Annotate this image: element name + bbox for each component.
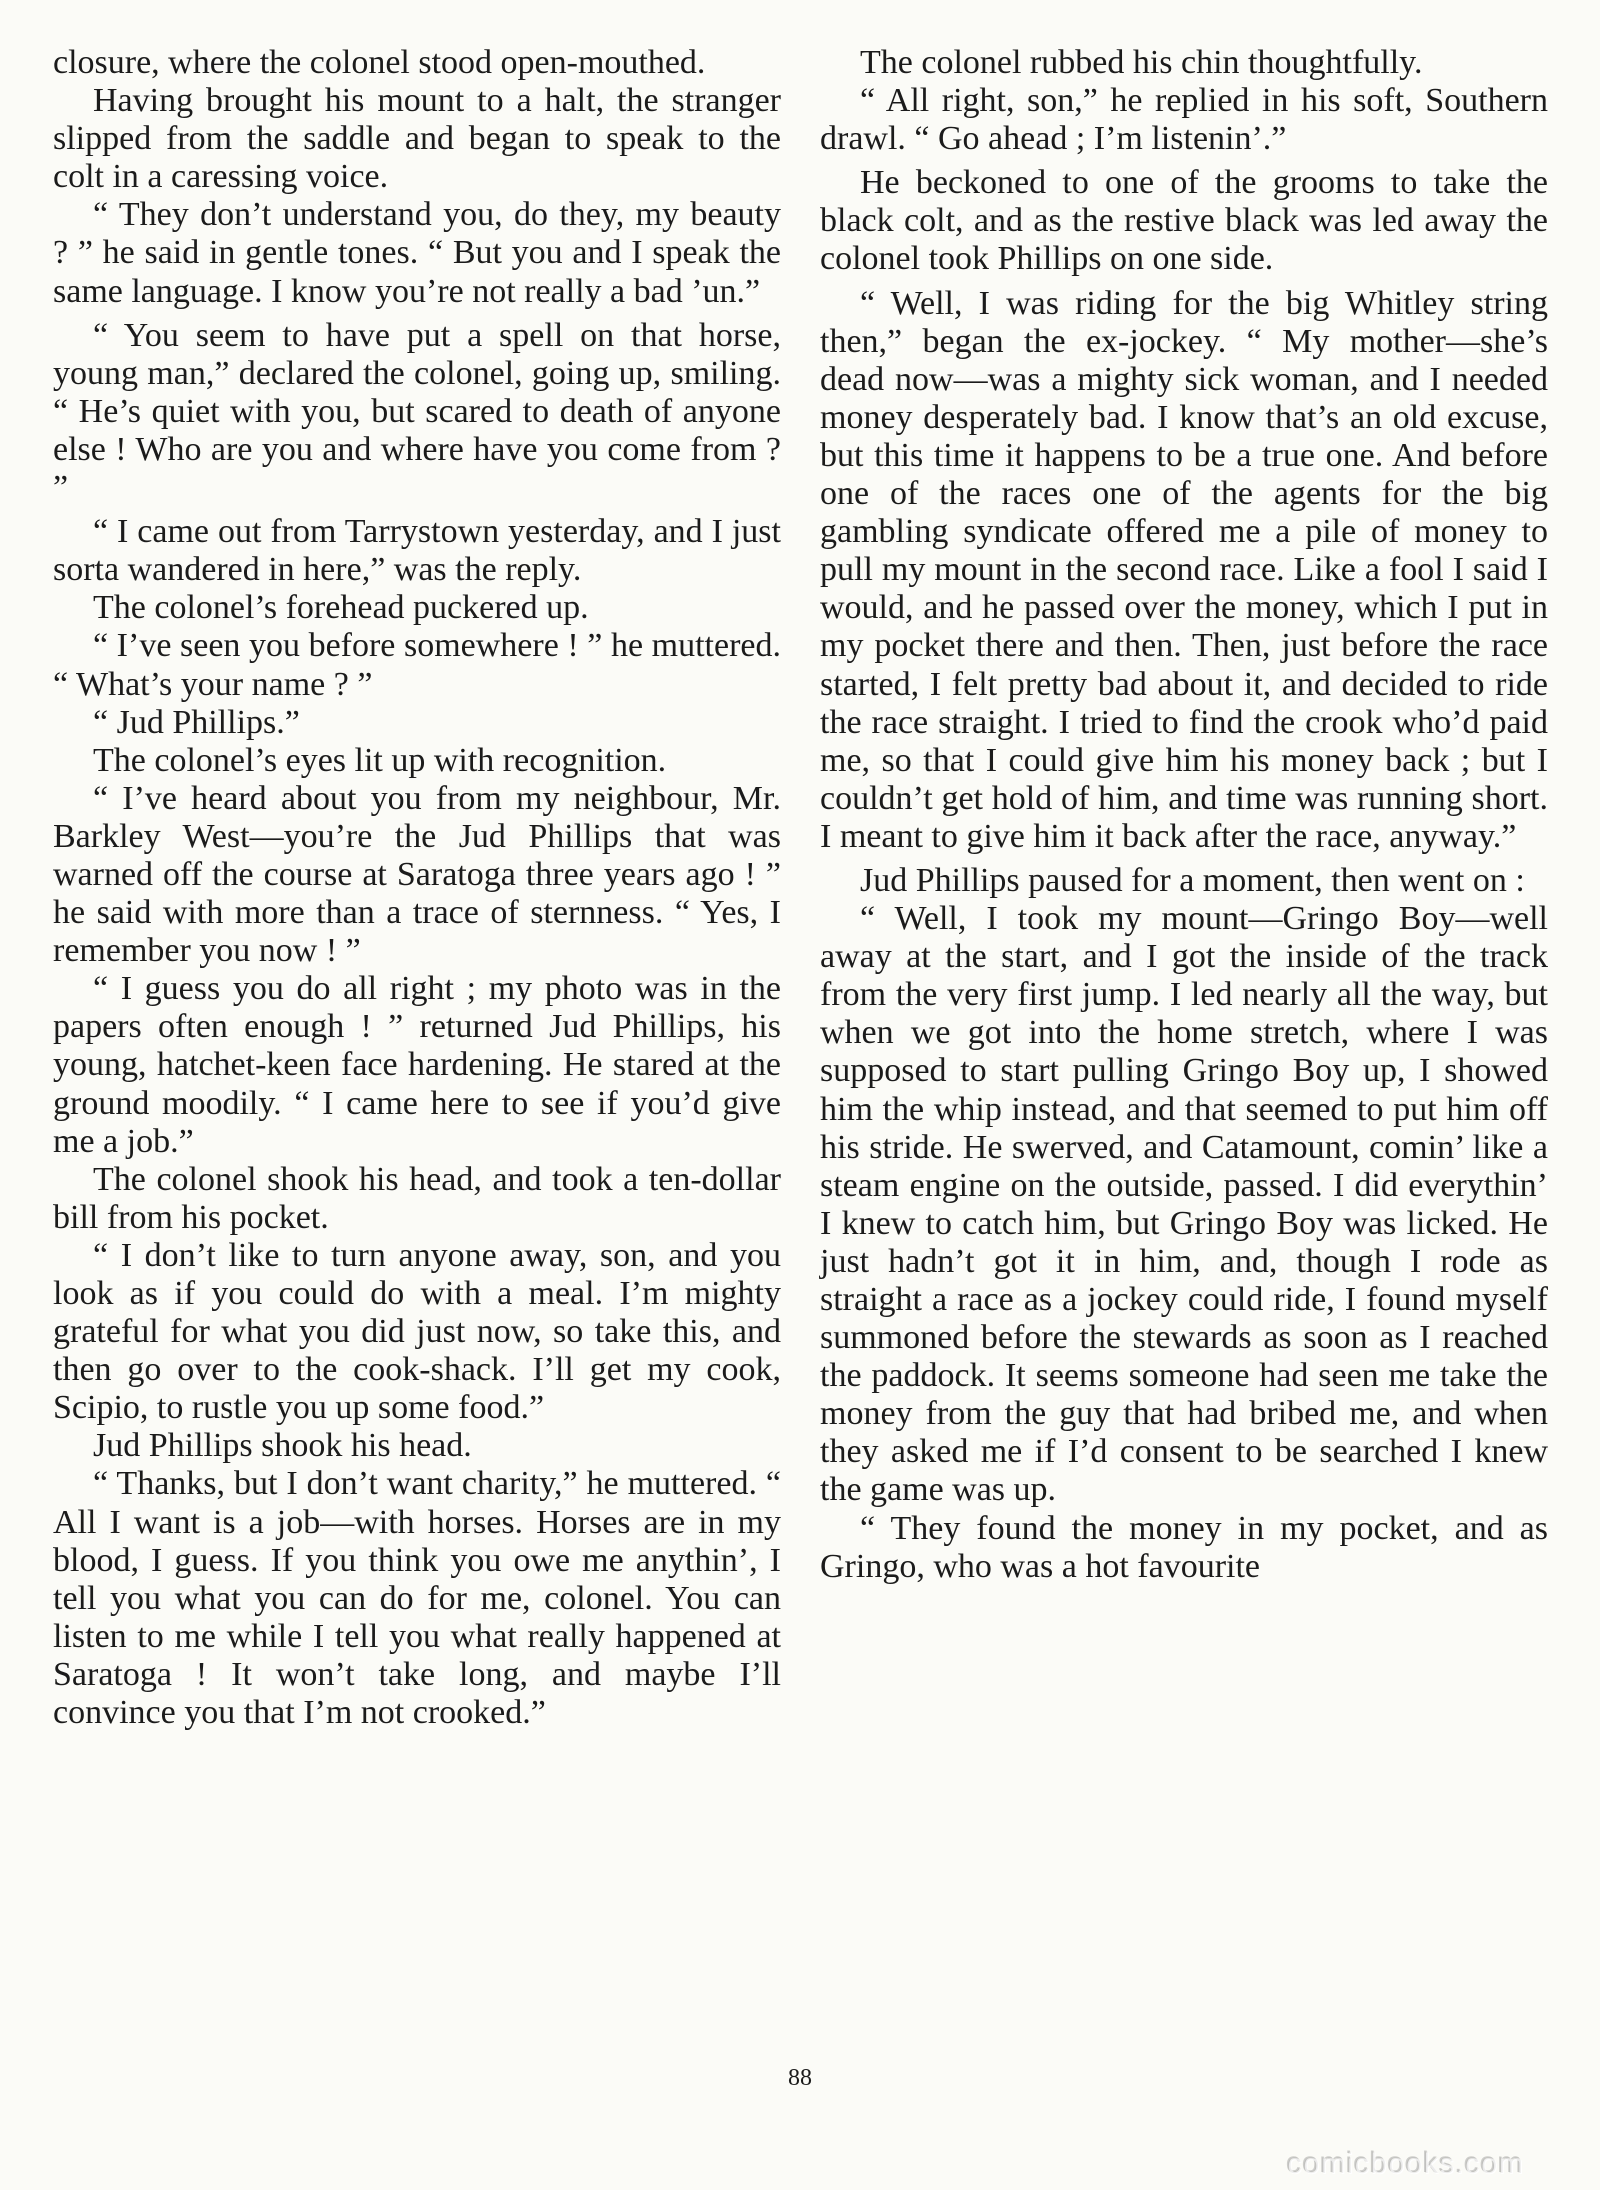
paragraph: “ I came out from Tarrystown yesterday, and I just sorta wandered in here,” was the reply. <box>53 513 781 589</box>
paragraph: Jud Phillips paused for a moment, then went on : <box>860 861 1525 899</box>
paragraph: The colonel’s eyes lit up with recognition. <box>93 741 667 779</box>
watermark: comicbooks.com <box>1286 2147 1524 2180</box>
paragraph: “ I’ve heard about you from my neighbour, Mr. Barkley West—you’re the Jud Phillips that was warned off the course at Saratoga three years ago ! ” he said with more than a trace of sternness. “ Yes, I remember you now ! ” <box>53 779 781 970</box>
paragraph: The colonel rubbed his chin thoughtfully. <box>860 44 1423 81</box>
paragraph: “ Well, I was riding for the big Whitley string then,” began the ex-jockey. “ My mother—she’s dead now—was a mighty sick woman, and I needed money desperately bad. I know that’s an old excuse, but this time it happens to be a true one. And before one of the races one of the agents for the big gambling syndicate offered me a pile of money to pull my mount in the second race. Like a fool I said I would, and he passed over the money, which I put in my pocket there and then. Then, just before the race started, I felt pretty bad about it, and decided to ride the race straight. I tried to find the crook who’d paid me, so that I could give him his money back ; but I couldn’t get hold of him, and time was running short. I meant to give him it back after the race, anyway.” <box>820 284 1548 855</box>
left-text-column <box>53 44 781 1732</box>
page-number: 88 <box>788 2065 812 2091</box>
paragraph: “ You seem to have put a spell on that horse, young man,” declared the colonel, going up, smiling. “ He’s quiet with you, but scared to death of anyone else ! Who are you and where have you come from ? ” <box>53 316 781 507</box>
paragraph: Having brought his mount to a halt, the stranger slipped from the saddle and began to speak to the colt in a caressing voice. <box>53 82 781 196</box>
paragraph: “ All right, son,” he replied in his soft, Southern drawl. “ Go ahead ; I’m listenin’.” <box>820 82 1548 158</box>
paragraph: “ Jud Phillips.” <box>93 703 300 741</box>
paragraph: The colonel shook his head, and took a ten-dollar bill from his pocket. <box>53 1160 781 1236</box>
paragraph: “ I guess you do all right ; my photo was in the papers often enough ! ” returned Jud Phillips, his young, hatchet-keen face hardening. He stared at the ground moodily. “ I came here to see if you’d give me a job.” <box>53 970 781 1160</box>
paragraph: The colonel’s forehead puckered up. <box>93 589 589 627</box>
paragraph: “ Well, I took my mount—Gringo Boy—well away at the start, and I got the inside of the track from the very first jump. I led nearly all the way, but when we got into the home stretch, where I was supposed to start pulling Gringo Boy up, I showed him the whip instead, and that seemed to put him off his stride. He swerved, and Catamount, comin’ like a steam engine on the outside, passed. I did everythin’ I knew to catch him, but Gringo Boy was licked. He just hadn’t got it in him, and, though I rode as straight a race as a jockey could ride, I found myself summoned before the stewards as soon as I reached the paddock. It seems someone had seen me take the money from the guy that had bribed me, and when they asked me if I’d consent to be searched I knew the game was up. <box>820 900 1548 1509</box>
right-text-column <box>820 44 1548 1586</box>
paragraph: “ They don’t understand you, do they, my beauty ? ” he said in gentle tones. “ But you and I speak the same language. I know you’re not really a bad ’un.” <box>53 196 781 310</box>
paragraph: “ They found the money in my pocket, and as Gringo, who was a hot favourite <box>820 1509 1548 1585</box>
paragraph: “ I don’t like to turn anyone away, son, and you look as if you could do with a meal. I’m mighty grateful for what you did just now, so take this, and then go over to the cook-shack. I’ll get my cook, Scipio, to rustle you up some food.” <box>53 1236 781 1427</box>
paragraph: closure, where the colonel stood open-mouthed. <box>53 44 706 81</box>
paragraph: He beckoned to one of the grooms to take the black colt, and as the restive black was led away the colonel took Phillips on one side. <box>820 164 1548 278</box>
paragraph: “ Thanks, but I don’t want charity,” he muttered. “ All I want is a job—with horses. Horses are in my blood, I guess. If you think you owe me anythin’, I tell you what you can do for me, colonel. You can listen to me while I tell you what really happened at Saratoga ! It won’t take long, and maybe I’ll convince you that I’m not crooked.” <box>53 1465 781 1732</box>
paragraph: “ I’ve seen you before somewhere ! ” he muttered. “ What’s your name ? ” <box>53 627 781 703</box>
paragraph: Jud Phillips shook his head. <box>93 1427 472 1465</box>
